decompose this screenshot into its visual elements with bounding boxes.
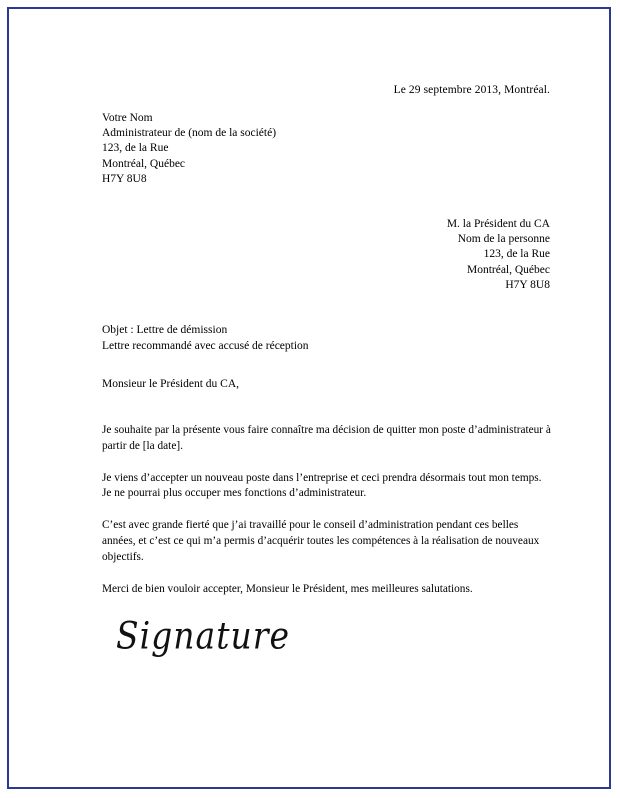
subject-block <box>102 323 309 354</box>
recipient-street: 123, de la Rue <box>483 248 550 261</box>
recipient-address-block <box>447 217 550 293</box>
signature: Signature <box>116 614 291 658</box>
sender-street: 123, de la Rue <box>102 142 169 155</box>
sender-postal-code: H7Y 8U8 <box>102 172 147 185</box>
body-paragraph: Je souhaite par la présente vous faire connaître ma décision de quitter mon poste d’administrateur à partir de [la date]. <box>102 424 551 452</box>
sender-city: Montréal, Québec <box>102 157 186 170</box>
recipient-title: M. la Président du CA <box>446 218 550 230</box>
body-paragraph: Je viens d’accepter un nouveau poste dans l’entreprise et ceci prendra désormais tout mon temps. Je ne pourrai plus occuper mes fonctions d’administrateur. <box>102 471 542 500</box>
salutation: Monsieur le Président du CA, <box>102 378 240 390</box>
delivery-method-line: Lettre recommandé avec accusé de réception <box>102 339 309 352</box>
subject-line: Objet : Lettre de démission <box>102 324 228 336</box>
sender-address-block <box>102 111 276 187</box>
body-paragraph: C’est avec grande fierté que j’ai travaillé pour le conseil d’administration pendant ces belles années, et c’est ce qui m’a permis d’acquérir toutes les compétences à la réalisation de nouveaux objectifs. <box>102 519 540 563</box>
sender-name: Votre Nom <box>102 112 153 124</box>
letter-body <box>102 423 552 597</box>
sender-role: Administrateur de (nom de la société) <box>102 127 277 140</box>
recipient-city: Montréal, Québec <box>466 263 550 276</box>
recipient-postal-code: H7Y 8U8 <box>505 278 550 291</box>
date-line: Le 29 septembre 2013, Montréal. <box>393 84 550 96</box>
page-border <box>7 7 611 789</box>
body-paragraph: Merci de bien vouloir accepter, Monsieur le Président, mes meilleures salutations. <box>102 582 473 595</box>
letter-sheet <box>18 18 618 796</box>
recipient-name: Nom de la personne <box>457 233 550 246</box>
